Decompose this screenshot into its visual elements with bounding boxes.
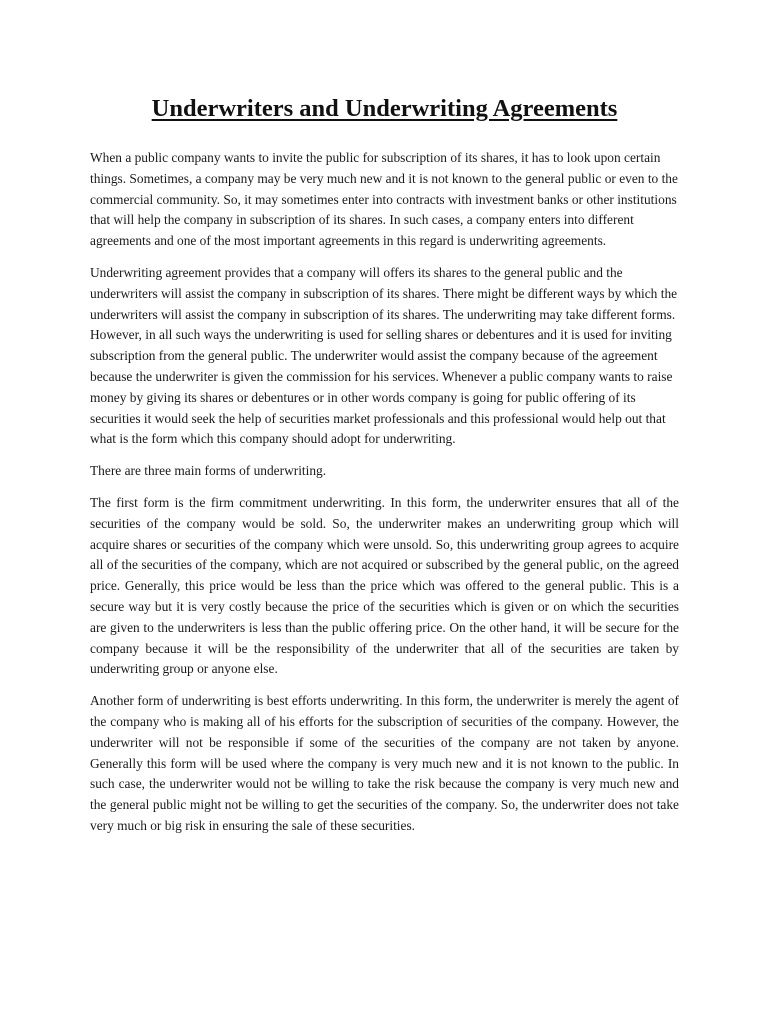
document-page (90, 92, 679, 848)
paragraph-firm-commitment: The first form is the firm commitment underwriting. In this form, the underwriter ensures that all of the securities of the company would be sold. So, the underwriter makes an underwriting group which will acquire shares or securities of the company which were unsold. So, this underwriting group agrees to acquire all of the securities of the company, which are not acquired or subscribed by the general public, on the agreed price. Generally, this price would be less than the price which was offered to the general public. This is a secure way but it is very costly because the price of the securities which is given or on which the securities are given to the underwriters is less than the public offering price. On the other hand, it will be secure for the company because it will be the responsibility of the underwriter that all of the securities are taken by underwriting group or anyone else. (90, 494, 679, 677)
paragraph-intro: When a public company wants to invite the public for subscription of its shares, it has to look upon certain things. Sometimes, a company may be very much new and it is not known to the general public or even to the commercial community. So, it may sometimes enter into contracts with investment banks or other institutions that will help the company in subscription of its shares. In such cases, a company enters into different agreements and one of the most important agreements in this regard is underwriting agreements. (90, 150, 678, 249)
paragraph-underwriting-agreement: Underwriting agreement provides that a company will offers its shares to the general public and the underwriters will assist the company in subscription of its shares. There might be different ways by which the underwriters will assist the company in subscription of its shares. The underwriting may take different forms. However, in all such ways the underwriting is used for selling shares or debentures and it is used for inviting subscription from the general public. The underwriter would assist the company because of the agreement because the underwriter is given the commission for his services. Whenever a public company wants to raise money by giving its shares or debentures or in other words company is going for public offering of its securities it would seek the help of securities market professionals and this professional would help out that what is the form which this company should adopt for underwriting. (90, 264, 678, 447)
paragraph-three-forms: There are three main forms of underwriting. (90, 463, 327, 479)
paragraph-best-efforts: Another form of underwriting is best efforts underwriting. In this form, the underwriter is merely the agent of the company who is making all of his efforts for the subscription of securities of the company. However, the underwriter will not be responsible if some of the securities of the company are not taken by anyone. Generally this form will be used where the company is very much new and it is not known to the public. In such case, the underwriter would not be willing to take the risk because the company is very much new and the general public might not be willing to get the securities of the company. So, the underwriter does not take very much or big risk in ensuring the sale of these securities. (90, 693, 679, 833)
document-title: Underwriters and Underwriting Agreements (151, 95, 618, 122)
